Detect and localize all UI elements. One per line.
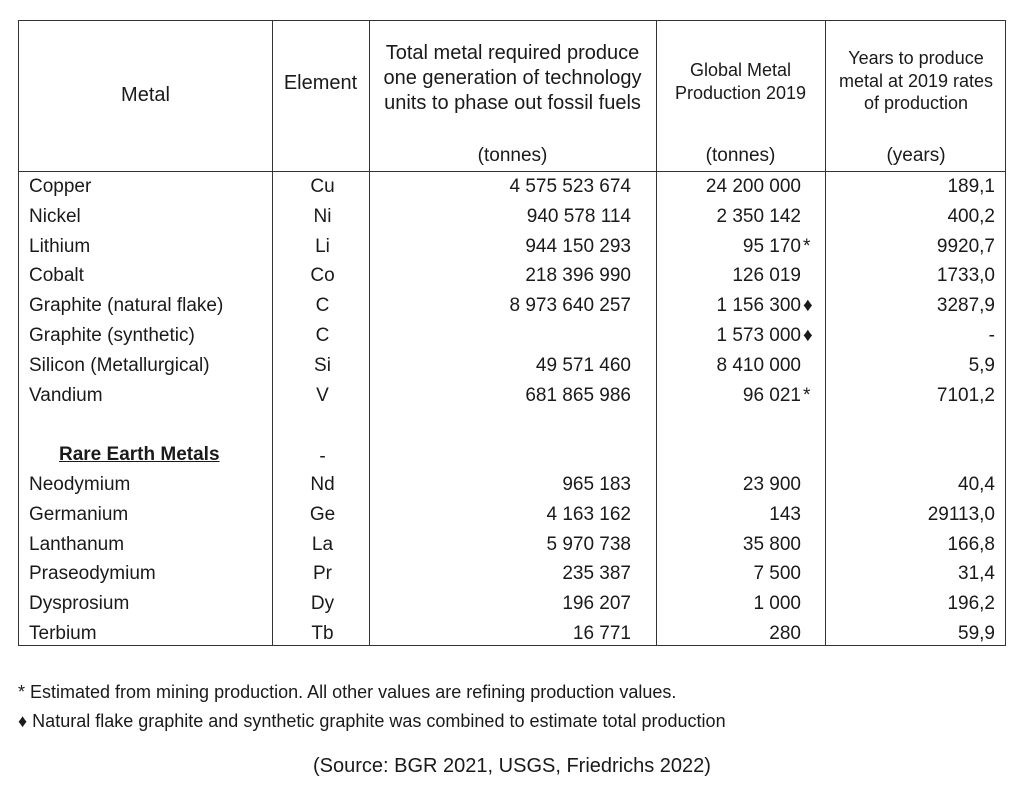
cell-element: La [311,533,334,555]
cell-total: 16 771 [572,623,631,644]
cell-element: Cu [310,176,335,197]
cell-years: 196,2 [947,593,995,615]
column-divider [272,21,273,645]
source-citation: (Source: BGR 2021, USGS, Friedrichs 2022) [313,755,711,777]
cell-global: 8 410 000 [716,354,801,376]
cell-years: 189,1 [947,176,995,197]
cell-global: 1 156 300 [716,295,801,317]
cell-total: 965 183 [562,474,631,495]
cell-total: 944 150 293 [525,235,631,257]
cell-global: 1 573 000 [716,325,801,346]
cell-years: 3287,9 [936,295,995,317]
cell-years: 5,9 [968,354,995,376]
cell-years: 400,2 [947,205,995,227]
cell-metal: Silicon (Metallurgical) [29,354,210,376]
cell-total: 681 865 986 [525,384,631,406]
cell-total: 4 575 523 674 [509,176,631,197]
cell-total: 4 163 162 [546,503,631,525]
cell-years: 59,9 [958,623,995,644]
header-element: Element [283,72,358,94]
column-divider [656,21,657,645]
cell-metal: Lanthanum [29,533,125,555]
cell-global: 126 019 [732,265,801,287]
cell-element: C [315,295,330,317]
header-total-line: Total metal required produce [385,42,640,64]
cell-metal: Praseodymium [29,563,156,585]
cell-global: 143 [769,503,801,525]
cell-total: 218 396 990 [525,265,631,287]
cell-global: 2 350 142 [716,205,801,227]
header-years-line: metal at 2019 rates [838,70,994,91]
rare-earth-heading: Rare Earth Metals [59,444,220,466]
header-divider [19,171,1005,172]
cell-mark [803,503,827,527]
cell-total: 196 207 [562,593,631,615]
header-total-line: units to phase out fossil fuels [384,92,641,114]
cell-metal: Vandium [29,384,103,406]
cell-mark [803,622,827,646]
header-global-line: Production 2019 [674,82,807,103]
cell-years: - [988,325,995,346]
cell-global: 23 900 [742,474,801,495]
cell-global: 35 800 [742,533,801,555]
cell-global: 96 021 [742,384,801,406]
cell-mark: * [803,235,811,257]
cell-element: Si [314,354,331,376]
cell-global: 1 000 [753,593,801,615]
cell-years: 40,4 [958,474,995,495]
header-years-line: Years to produce [848,48,984,68]
cell-mark [803,175,827,199]
cell-mark: * [803,384,811,406]
cell-metal: Dysprosium [29,593,130,615]
header-total-line: one generation of technology [383,67,642,89]
footnote-graphite: ♦ Natural flake graphite and synthetic graphite was combined to estimate total production [18,711,726,731]
cell-element: Li [315,235,330,257]
cell-element: V [316,384,329,406]
cell-element: Tb [311,623,334,644]
cell-element: Pr [313,563,332,585]
cell-global: 280 [769,623,801,644]
cell-total: 5 970 738 [546,533,631,555]
cell-element: Co [310,265,335,287]
rare-earth-element-dash: - [319,446,326,468]
cell-mark [803,592,827,616]
header-global-line: Global Metal [689,60,792,80]
cell-metal: Cobalt [29,265,84,287]
cell-mark [803,205,827,229]
cell-metal: Copper [29,176,92,197]
cell-element: C [315,325,330,346]
cell-element: Nd [310,474,335,495]
cell-metal: Nickel [29,205,81,227]
header-total [369,41,656,116]
cell-total: 940 578 114 [526,205,631,227]
header-years-line: of production [863,93,969,113]
cell-mark [803,354,827,378]
cell-years: 31,4 [958,563,995,585]
cell-metal: Terbium [29,623,97,644]
cell-mark [803,533,827,557]
cell-metal: Neodymium [29,474,131,495]
cell-total: 49 571 460 [535,354,631,376]
cell-global: 24 200 000 [705,176,801,197]
cell-global: 95 170 [742,235,801,257]
cell-element: Ni [313,205,332,227]
cell-years: 166,8 [947,533,995,555]
cell-years: 7101,2 [936,384,995,406]
cell-element: Dy [310,593,335,615]
unit-total: (tonnes) [477,145,548,166]
unit-global: (tonnes) [705,145,776,166]
cell-mark [803,264,827,288]
cell-total: 8 973 640 257 [509,295,631,317]
cell-mark: ♦ [803,325,813,346]
header-years [825,47,1007,115]
unit-years: (years) [886,145,946,166]
cell-element: Ge [309,503,336,525]
cell-total: 235 387 [562,563,631,585]
cell-mark [803,562,827,586]
cell-total [371,324,631,348]
cell-metal: Lithium [29,235,91,257]
cell-mark [803,473,827,497]
cell-years: 29113,0 [927,503,995,525]
cell-years: 9920,7 [936,235,995,257]
header-metal: Metal [121,84,170,106]
cell-years: 1733,0 [936,265,995,287]
metals-table [18,20,1006,646]
cell-mark: ♦ [803,295,813,317]
cell-global: 7 500 [753,563,801,585]
cell-metal: Graphite (natural flake) [29,295,224,317]
cell-metal: Germanium [29,503,129,525]
cell-metal: Graphite (synthetic) [29,325,195,346]
footnote-estimated: * Estimated from mining production. All other values are refining production values. [18,682,677,702]
header-global [656,59,825,104]
